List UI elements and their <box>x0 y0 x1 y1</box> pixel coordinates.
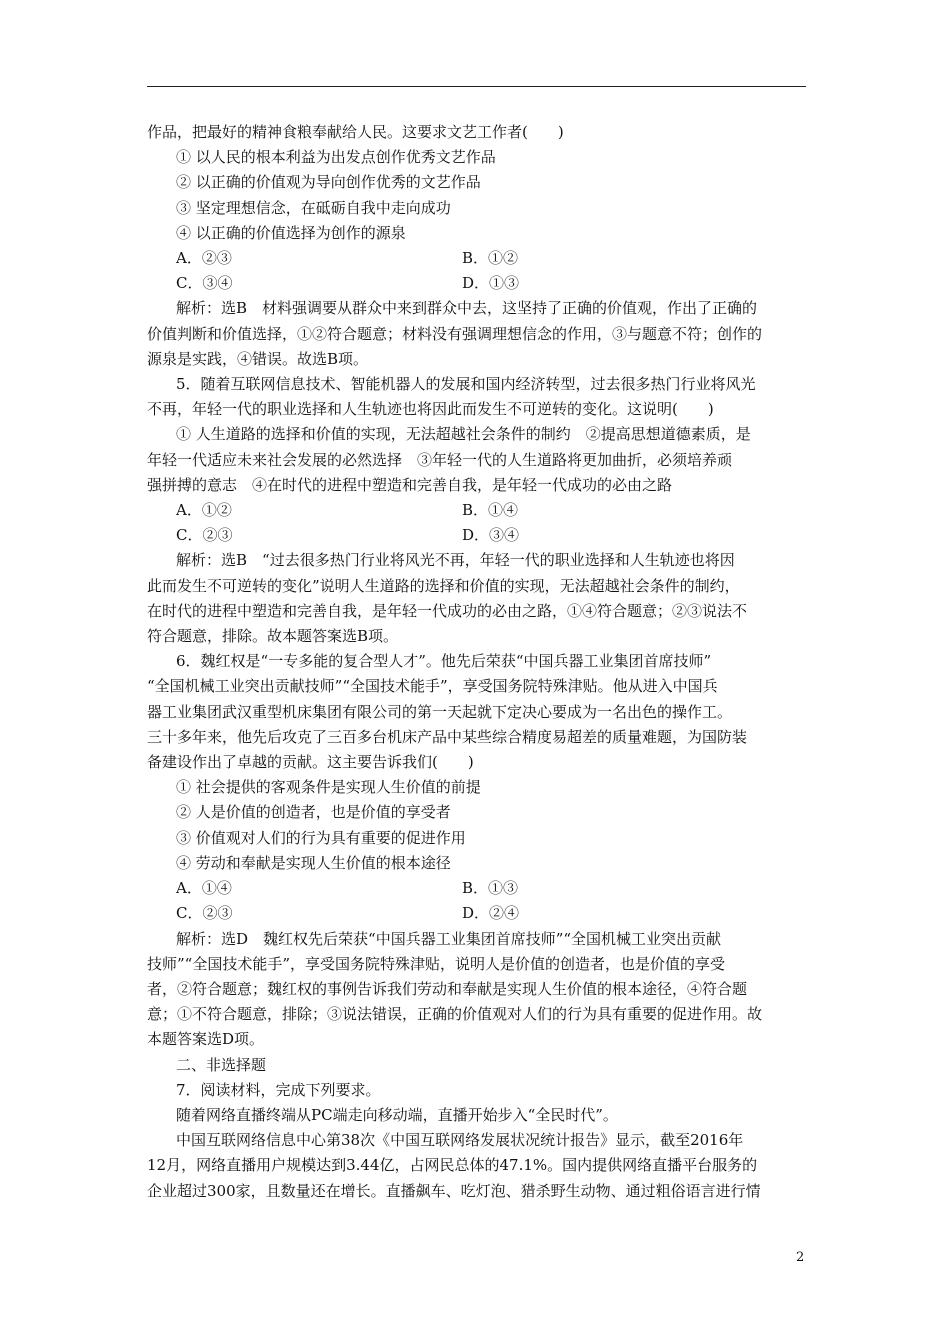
choice-d: D．③④ <box>462 526 520 545</box>
explanation-line: 技师”“全国技术能手”，享受国务院特殊津贴，说明人是价值的创造者，也是价值的享受 <box>147 954 726 973</box>
choice-d: D．②④ <box>462 904 520 923</box>
answer-choices-row <box>147 498 807 523</box>
choice-a: A．①④ <box>176 879 232 898</box>
answer-choices-row <box>147 901 807 926</box>
choice-c: C．②③ <box>176 526 233 545</box>
question-6-stem: “全国机械工业突出贡献技师”“全国技术能手”，享受国务院特殊津贴。他从进入中国兵 <box>147 677 718 696</box>
header-rule <box>147 86 806 87</box>
explanation-line: 源泉是实践，④错误。故选B项。 <box>147 349 369 368</box>
page-number: 2 <box>796 1250 805 1265</box>
choice-a: A．①② <box>176 501 232 520</box>
option-statement: ① 人生道路的选择和价值的实现，无法超越社会条件的制约 ②提高思想道德素质，是 <box>176 425 751 444</box>
text-line: 作品，把最好的精神食粮奉献给人民。这要求文艺工作者( ) <box>147 123 564 141</box>
explanation-line: 本题答案选D项。 <box>147 1030 265 1049</box>
choice-b: B．①③ <box>462 879 519 898</box>
answer-choices-row <box>147 876 807 901</box>
explanation-line: 价值判断和价值选择，①②符合题意；材料没有强调理想信念的作用，③与题意不符；创作的 <box>147 324 763 343</box>
explanation-line: 符合题意，排除。故本题答案选B项。 <box>147 627 399 646</box>
material-line: 12月，网络直播用户规模达到3.44亿，占网民总体的47.1%。国内提供网络直播平台服务的 <box>147 1156 758 1175</box>
section-heading: 二、非选择题 <box>176 1055 267 1074</box>
option-statement: ④ 以正确的价值选择为创作的源泉 <box>176 223 406 242</box>
explanation-line: 解析：选B “过去很多热门行业将风光不再，年轻一代的职业选择和人生轨迹也将因 <box>176 551 735 570</box>
option-statement: ④ 劳动和奉献是实现人生价值的根本途径 <box>176 853 451 872</box>
explanation-line: 意；①不符合题意，排除；③说法错误，正确的价值观对人们的行为具有重要的促进作用。故 <box>147 1005 763 1024</box>
document-body <box>147 120 807 1204</box>
question-5-stem: 5．随着互联网信息技术、智能机器人的发展和国内经济转型，过去很多热门行业将风光 <box>176 375 756 394</box>
option-statement: 强拼搏的意志 ④在时代的进程中塑造和完善自我，是年轻一代成功的必由之路 <box>147 475 673 494</box>
option-statement: ① 以人民的根本利益为出发点创作优秀文艺作品 <box>176 148 496 167</box>
choice-c: C．②③ <box>176 904 233 923</box>
explanation-line: 解析：选D 魏红权先后荣获“中国兵器工业集团首席技师”“全国机械工业突出贡献 <box>176 929 722 948</box>
choice-a: A．②③ <box>176 249 232 268</box>
explanation-line: 此而发生不可逆转的变化”说明人生道路的选择和价值的实现，无法超越社会条件的制约， <box>147 576 740 595</box>
explanation-line: 在时代的进程中塑造和完善自我，是年轻一代成功的必由之路，①④符合题意；②③说法不 <box>147 601 748 620</box>
material-line: 随着网络直播终端从PC端走向移动端，直播开始步入“全民时代”。 <box>176 1105 618 1124</box>
material-line: 中国互联网络信息中心第38次《中国互联网络发展状况统计报告》显示，截至2016年 <box>176 1131 744 1150</box>
choice-c: C．③④ <box>176 274 233 293</box>
option-statement: ① 社会提供的客观条件是实现人生价值的前提 <box>176 778 481 797</box>
option-statement: 年轻一代适应未来社会发展的必然选择 ③年轻一代的人生道路将更加曲折，必须培养顽 <box>147 450 733 469</box>
choice-b: B．①② <box>462 249 519 268</box>
option-statement: ③ 价值观对人们的行为具有重要的促进作用 <box>176 828 466 847</box>
answer-choices-row <box>147 246 807 271</box>
answer-choices-row <box>147 271 807 296</box>
option-statement: ③ 坚定理想信念，在砥砺自我中走向成功 <box>176 198 451 217</box>
explanation-line: 者，②符合题意；魏红权的事例告诉我们劳动和奉献是实现人生价值的根本途径，④符合题 <box>147 979 748 998</box>
material-line: 企业超过300家，且数量还在增长。直播飙车、吃灯泡、猎杀野生动物、通过粗俗语言进行情 <box>147 1181 761 1200</box>
question-6-stem: 器工业集团武汉重型机床集团有限公司的第一天起就下定决心要成为一名出色的操作工。 <box>147 702 733 721</box>
question-6-stem: 备建设作出了卓越的贡献。这主要告诉我们( ) <box>147 753 474 772</box>
answer-choices-row <box>147 523 807 548</box>
explanation-line: 解析：选B 材料强调要从群众中来到群众中去，这坚持了正确的价值观，作出了正确的 <box>176 299 758 318</box>
choice-b: B．①④ <box>462 501 519 520</box>
question-7-stem: 7．阅读材料，完成下列要求。 <box>176 1080 381 1099</box>
option-statement: ② 人是价值的创造者，也是价值的享受者 <box>176 803 451 822</box>
choice-d: D．①③ <box>462 274 520 293</box>
option-statement: ② 以正确的价值观为导向创作优秀的文艺作品 <box>176 173 481 192</box>
question-6-stem: 三十多年来，他先后攻克了三百多台机床产品中某些综合精度易超差的质量难题，为国防装 <box>147 727 748 746</box>
question-5-stem: 不再，年轻一代的职业选择和人生轨迹也将因此而发生不可逆转的变化。这说明( ) <box>147 400 714 419</box>
question-6-stem: 6．魏红权是“一专多能的复合型人才”。他先后荣获“中国兵器工业集团首席技师” <box>176 652 712 671</box>
